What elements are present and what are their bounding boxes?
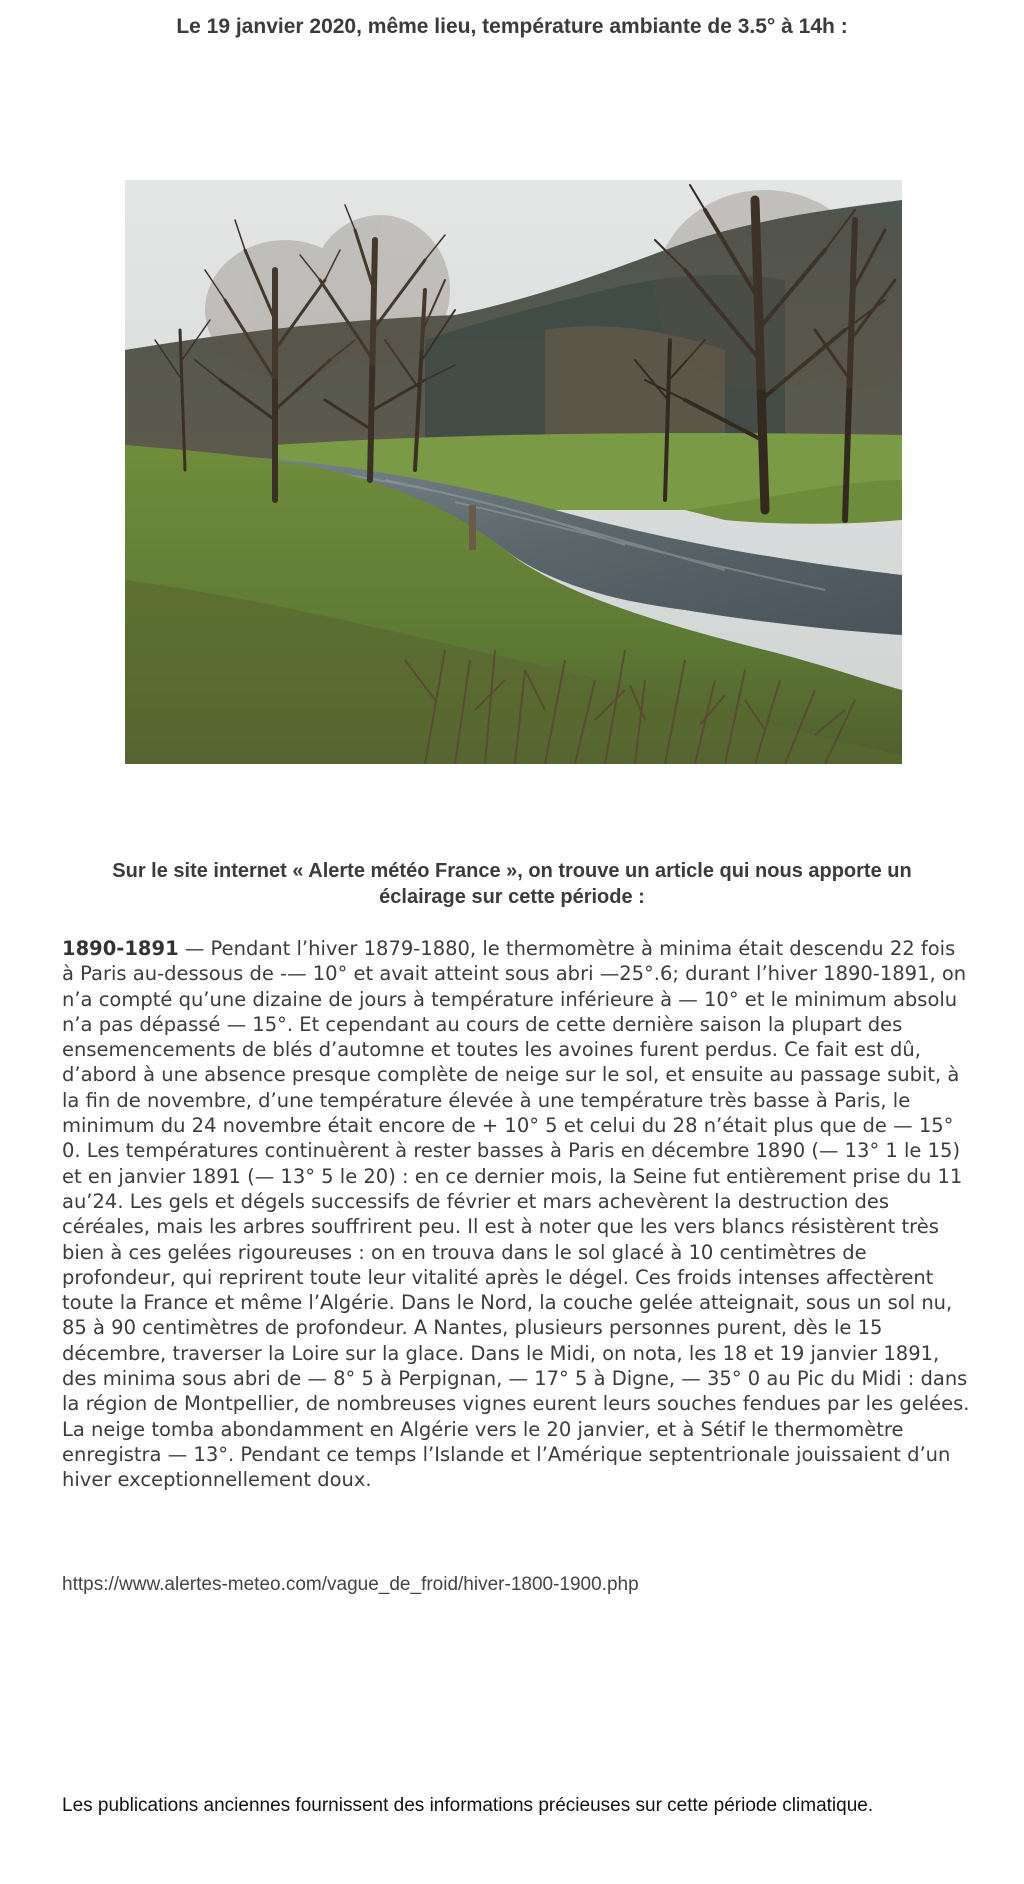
page-heading: Le 19 janvier 2020, même lieu, température ambiante de 3.5° à 14h : <box>176 15 848 38</box>
footer-note: Les publications anciennes fournissent des informations précieuses sur cette période climatique. <box>62 1795 874 1816</box>
source-url-link[interactable]: https://www.alertes-meteo.com/vague_de_froid/hiver-1800-1900.php <box>62 1574 639 1595</box>
article-lead: 1890-1891 <box>62 937 179 960</box>
river-landscape-illustration <box>125 180 902 764</box>
article-body: — Pendant l’hiver 1879-1880, le thermomètre à minima était descendu 22 fois à Paris au-dessous de -— 10° et avait atteint sous abri —25°.6; durant l’hiver 1890-1891, on n’a compté qu’une dizaine de jours à température inférieure à — 10° et le minimum absolu n’a pas dépassé — 15°. Et cependant au cours de cette dernière saison la plupart des ensemencements de blés d’automne et toutes les avoines furent perdus. Ce fait est dû, d’abord à une absence presque complète de neige sur le sol, et ensuite au passage subit, à la fin de novembre, d’une température élevée à une température très basse à Paris, le minimum du 24 novembre était encore de + 10° 5 et celui du 28 n’était plus que de — 15° 0. Les températures continuèrent à rester basses à Paris en décembre 1890 (— 13° 1 le 15) et en janvier 1891 (— 13° 5 le 20) : en ce dernier mois, la Seine fut entièrement prise du 11 au’24. Les gels et dégels successifs de février et mars achevèrent la destruction des céréales, mais les arbres souffrirent peu. Il est à noter que les vers blancs résistèrent très bien à ces gelées rigoureuses : on en trouva dans le sol glacé à 10 centimètres de profondeur, qui reprirent toute leur vitalité après le dégel. Ces froids intenses affectèrent toute la France et même l’Algérie. Dans le Nord, la couche gelée atteignait, sous un sol nu, 85 à 90 centimètres de profondeur. A Nantes, plusieurs personnes purent, dès le 15 décembre, traverser la Loire sur la glace. Dans le Midi, on nota, les 18 et 19 janvier 1891, des minima sous abri de — 8° 5 à Perpignan, — 17° 5 à Digne, — 35° 0 au Pic du Midi : dans la région de Montpellier, de nombreuses vignes eurent leurs souches fendues par les gelées. La neige tomba abondamment en Algérie vers le 20 janvier, et à Sétif le thermomètre enregistra — 13°. Pendant ce temps l’Islande et l’Amérique septentrionale jouissaient d’un hiver exceptionnellement doux. <box>62 937 970 1492</box>
river-landscape-photo <box>125 180 902 764</box>
source-intro-heading: Sur le site internet « Alerte météo France », on trouve un article qui nous apporte un éclairage sur cette période : <box>112 860 912 908</box>
article-text <box>62 936 972 1493</box>
